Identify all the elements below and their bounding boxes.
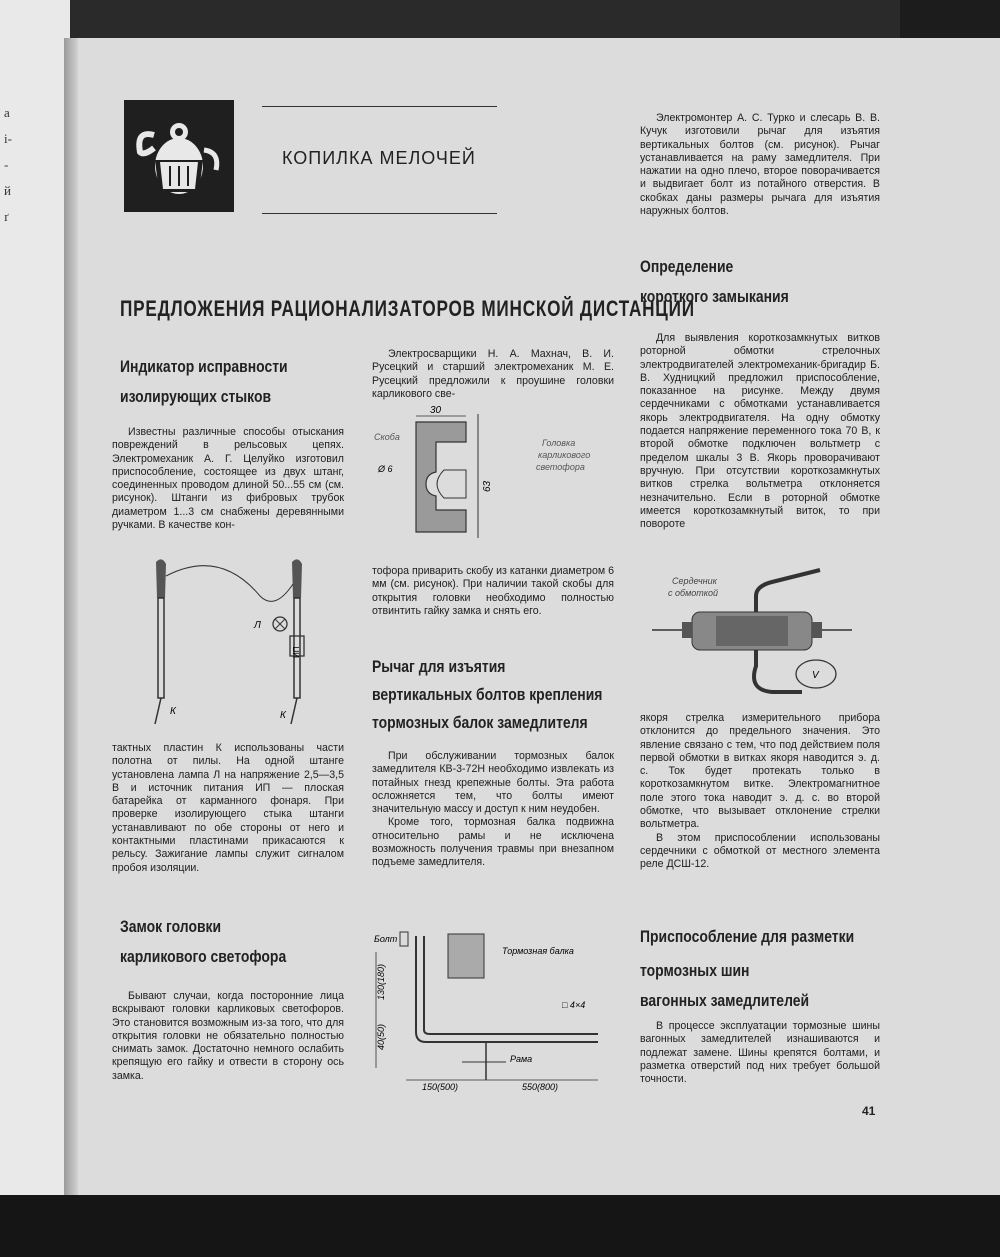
head-label: Головка bbox=[542, 438, 576, 448]
battery-label: ИП bbox=[292, 646, 301, 658]
article4-text-part2 bbox=[640, 712, 880, 872]
page-number: 41 bbox=[862, 1104, 876, 1118]
paragraph: Для выявления короткозамкнутых витков роторной обмотки стрелочных электродвигателей электромеханик-бригадир Б. В. Худницкий предложил приспособление, показанное на рисунке. Между двумя сердечниками с обмотками устанавливается якорь электродвигателя. На одну обмотку подается напряжение переменного тока 70 В, к второй обмотке подключен вольтметр с пределом шкалы 3 В. Якорь проворачивают вручную. При отсутствии короткозамкнутых витков стрелка вольтметра отклоняется незначительно. Если в роторной обмотке имеется короткозамкнутый виток, то при повороте bbox=[640, 332, 880, 531]
article4-text-part1 bbox=[640, 332, 880, 531]
article4-heading-line1: Определение bbox=[640, 257, 734, 276]
article3-heading-line3: тормозных балок замедлителя bbox=[372, 713, 588, 732]
margin-char: а bbox=[4, 105, 10, 120]
paragraph: Электросварщики Н. А. Махнач, В. И. Русецкий и старший электромеханик М. Е. Русецкий предложили к проушине головки карликового све- bbox=[372, 348, 614, 400]
main-headline: ПРЕДЛОЖЕНИЯ РАЦИОНАЛИЗАТОРОВ МИНСКОЙ ДИСТАНЦИИ bbox=[120, 296, 695, 321]
article5-heading-line2: тормозных шин bbox=[640, 961, 750, 980]
core-label: Сердечник bbox=[672, 576, 717, 586]
figure-bracket bbox=[370, 405, 620, 548]
article3-heading-line2: вертикальных болтов крепления bbox=[372, 685, 603, 704]
paragraph: Кроме того, тормозная балка подвижна относительно рамы и не исключена возможность получения травмы при внезапном подъеме замедлителя. bbox=[372, 816, 614, 869]
article1-heading-line1: Индикатор исправности bbox=[120, 357, 288, 376]
core-label: с обмоткой bbox=[668, 588, 719, 598]
dimension-label: 130(180) bbox=[376, 963, 386, 1000]
bolt-label: Болт bbox=[374, 934, 398, 944]
article5-heading-line3: вагонных замедлителей bbox=[640, 991, 810, 1010]
voltmeter-label: V bbox=[812, 670, 819, 681]
diameter-label: Ø 6 bbox=[378, 464, 393, 474]
paragraph: В этом приспособлении использованы сердечники с обмоткой от местного элемента реле ДСШ-12. bbox=[640, 831, 880, 871]
page-gutter bbox=[64, 38, 78, 1198]
contact-label: К bbox=[280, 710, 286, 721]
scan-background-bottom bbox=[0, 1195, 1000, 1257]
figure-lever bbox=[366, 912, 616, 1092]
article3-text bbox=[372, 750, 614, 870]
dimension-label: 550(800) bbox=[522, 1082, 559, 1092]
margin-text bbox=[4, 100, 28, 230]
article4-heading-line2: короткого замыкания bbox=[640, 287, 789, 306]
paragraph: якоря стрелка измерительного прибора отклонится до предельного значения. Это явление связано с тем, что под действием поля первой обмотки в витках якоря наводится э. д. с. Ток будет протекать только в короткозамкнутом витке. Электромагнитное поле этого тока наводит э. д. с. во второй обмотке, что вызывает отклонение стрелки вольтметра. bbox=[640, 712, 880, 831]
margin-char: ґ bbox=[4, 209, 9, 224]
dimension-label: 150(500) bbox=[422, 1082, 459, 1092]
paragraph: В процессе эксплуатации тормозные шины вагонных замедлителей изнашиваются и подлежат замене. Шины крепятся болтами, и разметка отверстий под них требует большой точности. bbox=[640, 1020, 880, 1086]
article1-text-part1 bbox=[112, 426, 344, 532]
dimension-label: 30 bbox=[430, 405, 442, 416]
article2-text-part1 bbox=[112, 990, 344, 1083]
paragraph: Электромонтер А. С. Турко и слесарь В. В. Кучук изготовили рычаг для изъятия вертикальных болтов (см. рисунок). Рычаг устанавливается на раму замедлителя. При нажатии на одно плечо, второе поворачивается и выдвигает болт из потайного отверстия. В скобках даны размеры рычага для изъятия наружных болтов. bbox=[640, 112, 880, 218]
article2-heading-line2: карликового светофора bbox=[120, 947, 287, 966]
paragraph: Известны различные способы отыскания повреждений в рельсовых цепях. Электромеханик А. Г. Целуйко изготовил приспособление, состоящее из двух штанг, соединенных проводом длиной 50...55 см (см. рисунок). Штанги из фибровых трубок диаметром 1...3 см снабжены деревянными ручками. В качестве кон- bbox=[112, 426, 344, 532]
paragraph: тактных пластин К использованы части полотна от пилы. На одной штанге установлена лампа Л на напряжение 2,5—3,5 В и источник питания ИП — плоская батарейка от карманного фонаря. При проверке изолирующего стыка штанги устанавливают по обе стороны от него и контактными пластинами прикасаются к рельсу. Зажигание лампы служит сигналом пробоя изоляции. bbox=[112, 742, 344, 874]
paragraph: Бывают случаи, когда посторонние лица вскрывают головки карликовых светофоров. Это становится возможным из-за того, что для открытия головки не обязательно полностью снимать замок. Достаточно немного ослабить крепящую его гайку и отвести в сторону ось замка. bbox=[112, 990, 344, 1082]
margin-char: - bbox=[4, 157, 9, 172]
article1-text-part2 bbox=[112, 742, 344, 875]
paragraph: При обслуживании тормозных балок замедлителя КВ-3-72Н необходимо извлекать из потайных гнезд крепежные болты. Эта работа осложняется тем, что болты имеют значительную массу и доступ к ним неудобен. bbox=[372, 750, 614, 816]
article3-intro bbox=[640, 112, 880, 218]
article2-text-part2 bbox=[372, 348, 614, 401]
header-rule-bottom bbox=[262, 213, 497, 214]
head-label: светофора bbox=[536, 462, 585, 472]
contact-label: К bbox=[170, 706, 176, 717]
margin-char: і- bbox=[4, 131, 12, 146]
column-logo bbox=[124, 100, 234, 212]
lamp-label: Л bbox=[254, 620, 261, 631]
head-label: карликового bbox=[538, 450, 591, 460]
article2-heading-line1: Замок головки bbox=[120, 917, 222, 936]
beam-label: Тормозная балка bbox=[502, 946, 574, 956]
bracket-label: Скоба bbox=[374, 432, 400, 442]
section-label: □ 4×4 bbox=[562, 1000, 586, 1010]
article5-heading-line1: Приспособление для разметки bbox=[640, 927, 855, 946]
header-rule-top bbox=[262, 106, 497, 107]
figure-short-circuit bbox=[652, 566, 882, 700]
article1-heading-line2: изолирующих стыков bbox=[120, 387, 272, 406]
figure-insulation-indicator bbox=[110, 556, 350, 734]
article2-text-part3 bbox=[372, 565, 614, 618]
article5-text bbox=[640, 1020, 880, 1086]
previous-page-edge bbox=[0, 0, 70, 1257]
article3-heading-line1: Рычаг для изъятия bbox=[372, 657, 506, 676]
piggy-bank-icon bbox=[124, 100, 234, 212]
dimension-label: 40(50) bbox=[376, 1023, 386, 1050]
paragraph: тофора приварить скобу из катанки диаметром 6 мм (см. рисунок). При наличии такой скобы для открытия головки необходимо полностью отвинтить гайку замка и снять его. bbox=[372, 565, 614, 617]
height-label: 63 bbox=[482, 480, 493, 492]
frame-label: Рама bbox=[510, 1054, 533, 1064]
scan-background-top bbox=[900, 0, 1000, 40]
column-title: КОПИЛКА МЕЛОЧЕЙ bbox=[282, 148, 476, 168]
margin-char: й bbox=[4, 183, 11, 198]
